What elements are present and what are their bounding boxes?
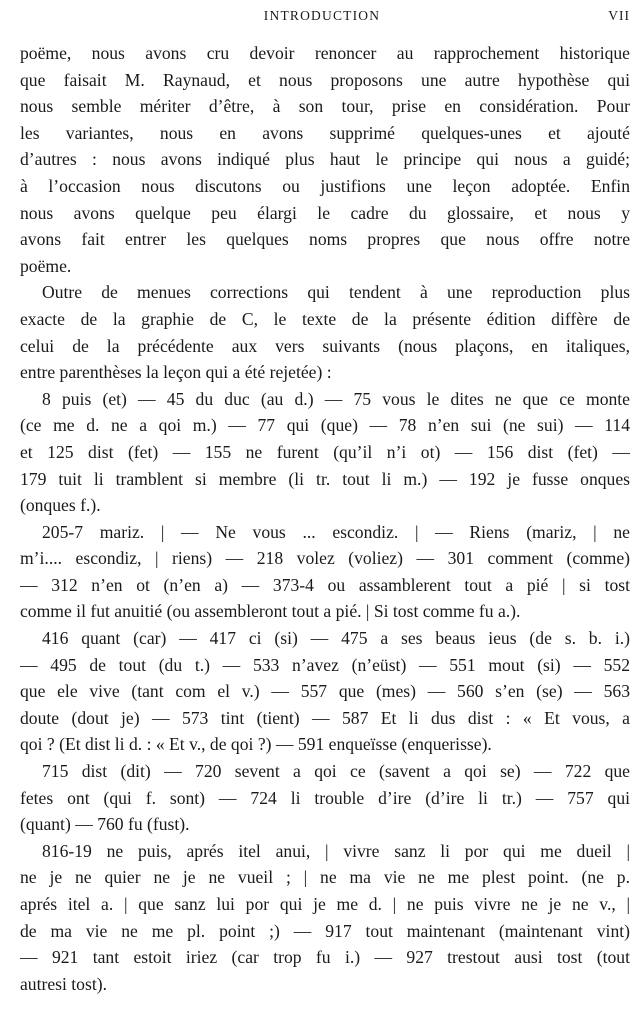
text-line: Outre de menues corrections qui tendent à une reproduction plus xyxy=(42,282,630,303)
text-line: nous semble mériter d’être, à son tour, prise en considération. Pour xyxy=(20,96,630,117)
text-line: que faisait M. Raynaud, et nous proposons une autre hypothèse qui xyxy=(20,69,630,90)
text-line: fetes ont (qui f. sont) — 724 li trouble d’ire (d’ire li tr.) — 757 qui xyxy=(20,787,630,808)
text-line: 816-19 ne puis, aprés itel anui, | vivre sanz li por qui me dueil | xyxy=(42,840,630,861)
body-text xyxy=(20,40,630,997)
text-line: ne je ne quier ne je ne vueil ; | ne ma vie ne me plest point. (ne p. xyxy=(20,867,630,888)
text-line: exacte de la graphie de C, le texte de la présente édition diffère de xyxy=(20,308,630,329)
paragraph xyxy=(20,279,630,385)
text-line: 715 dist (dit) — 720 sevent a qoi ce (savent a qoi se) — 722 que xyxy=(42,761,630,782)
text-line: avons fait entrer les quelques noms propres que nous offre notre xyxy=(20,229,630,250)
text-line: d’autres : nous avons indiqué plus haut le principe qui nous a guidé; xyxy=(20,149,630,170)
text-line: et 125 dist (fet) — 155 ne furent (qu’il n’i ot) — 156 dist (fet) — xyxy=(20,441,630,462)
paragraph xyxy=(20,758,630,838)
paragraph xyxy=(20,386,630,519)
paragraph xyxy=(20,40,630,279)
text-line: poëme. xyxy=(20,255,72,276)
page-number: VII xyxy=(608,8,630,23)
paragraph xyxy=(20,519,630,625)
text-line: à l’occasion nous discutons ou justifions une leçon adoptée. Enfin xyxy=(20,175,630,196)
text-line: poëme, nous avons cru devoir renoncer au rapprochement historique xyxy=(20,43,630,63)
text-line: — 312 n’en ot (n’en a) — 373-4 ou assamblerent tout a pié | si tost xyxy=(20,574,630,595)
text-line: (ce me d. ne a qoi m.) — 77 qui (que) — 78 n’en sui (ne sui) — 114 xyxy=(20,415,630,436)
text-line: 205-7 mariz. | — Ne vous ... escondiz. | — Riens (mariz, | ne xyxy=(42,521,630,542)
text-line: nous avons quelque peu élargi le cadre du glossaire, et nous y xyxy=(20,202,630,223)
text-line: m’i.... escondiz, | riens) — 218 volez (voliez) — 301 comment (comme) xyxy=(20,548,630,569)
paragraph xyxy=(20,838,630,998)
text-line: que ele vive (tant com el v.) — 557 que (mes) — 560 s’en (se) — 563 xyxy=(20,681,630,702)
text-line: (quant) — 760 fu (fust). xyxy=(20,814,190,835)
text-line: autresi tost). xyxy=(20,973,107,994)
text-line: aprés itel a. | que sanz lui por qui je me d. | ne puis vivre ne je ne v., | xyxy=(20,894,630,914)
text-line: doute (dout je) — 573 tint (tient) — 587 Et li dus dist : « Et vous, a xyxy=(20,707,630,728)
text-line: entre parenthèses la leçon qui a été rejetée) : xyxy=(20,362,332,383)
text-line: de ma vie ne me pl. point ;) — 917 tout maintenant (maintenant vint) xyxy=(20,920,630,941)
running-head: INTRODUCTION xyxy=(263,8,381,23)
page-header xyxy=(0,6,644,28)
text-line: qoi ? (Et dist li d. : « Et v., de qoi ?) — 591 enqueïsse (enquerisse). xyxy=(20,734,492,755)
paragraph xyxy=(20,625,630,758)
text-line: — 495 de tout (du t.) — 533 n’avez (n’eüst) — 551 mout (si) — 552 xyxy=(20,654,630,675)
text-line: 179 tuit li tramblent si membre (li tr. tout li m.) — 192 je fusse onques xyxy=(20,468,630,489)
text-line: les variantes, nous en avons supprimé quelques-unes et ajouté xyxy=(20,122,630,143)
text-line: 416 quant (car) — 417 ci (si) — 475 a ses beaus ieus (de s. b. i.) xyxy=(42,628,630,649)
text-line: celui de la précédente aux vers suivants (nous plaçons, en italiques, xyxy=(20,335,630,356)
text-line: 8 puis (et) — 45 du duc (au d.) — 75 vous le dites ne que ce monte xyxy=(42,388,630,409)
text-line: comme il fut anuitié (ou assembleront tout a pié. | Si tost comme fu a.). xyxy=(20,601,521,622)
text-line: (onques f.). xyxy=(20,495,101,516)
text-line: — 921 tant estoit iriez (car trop fu i.) — 927 trestout ausi tost (tout xyxy=(20,947,630,968)
